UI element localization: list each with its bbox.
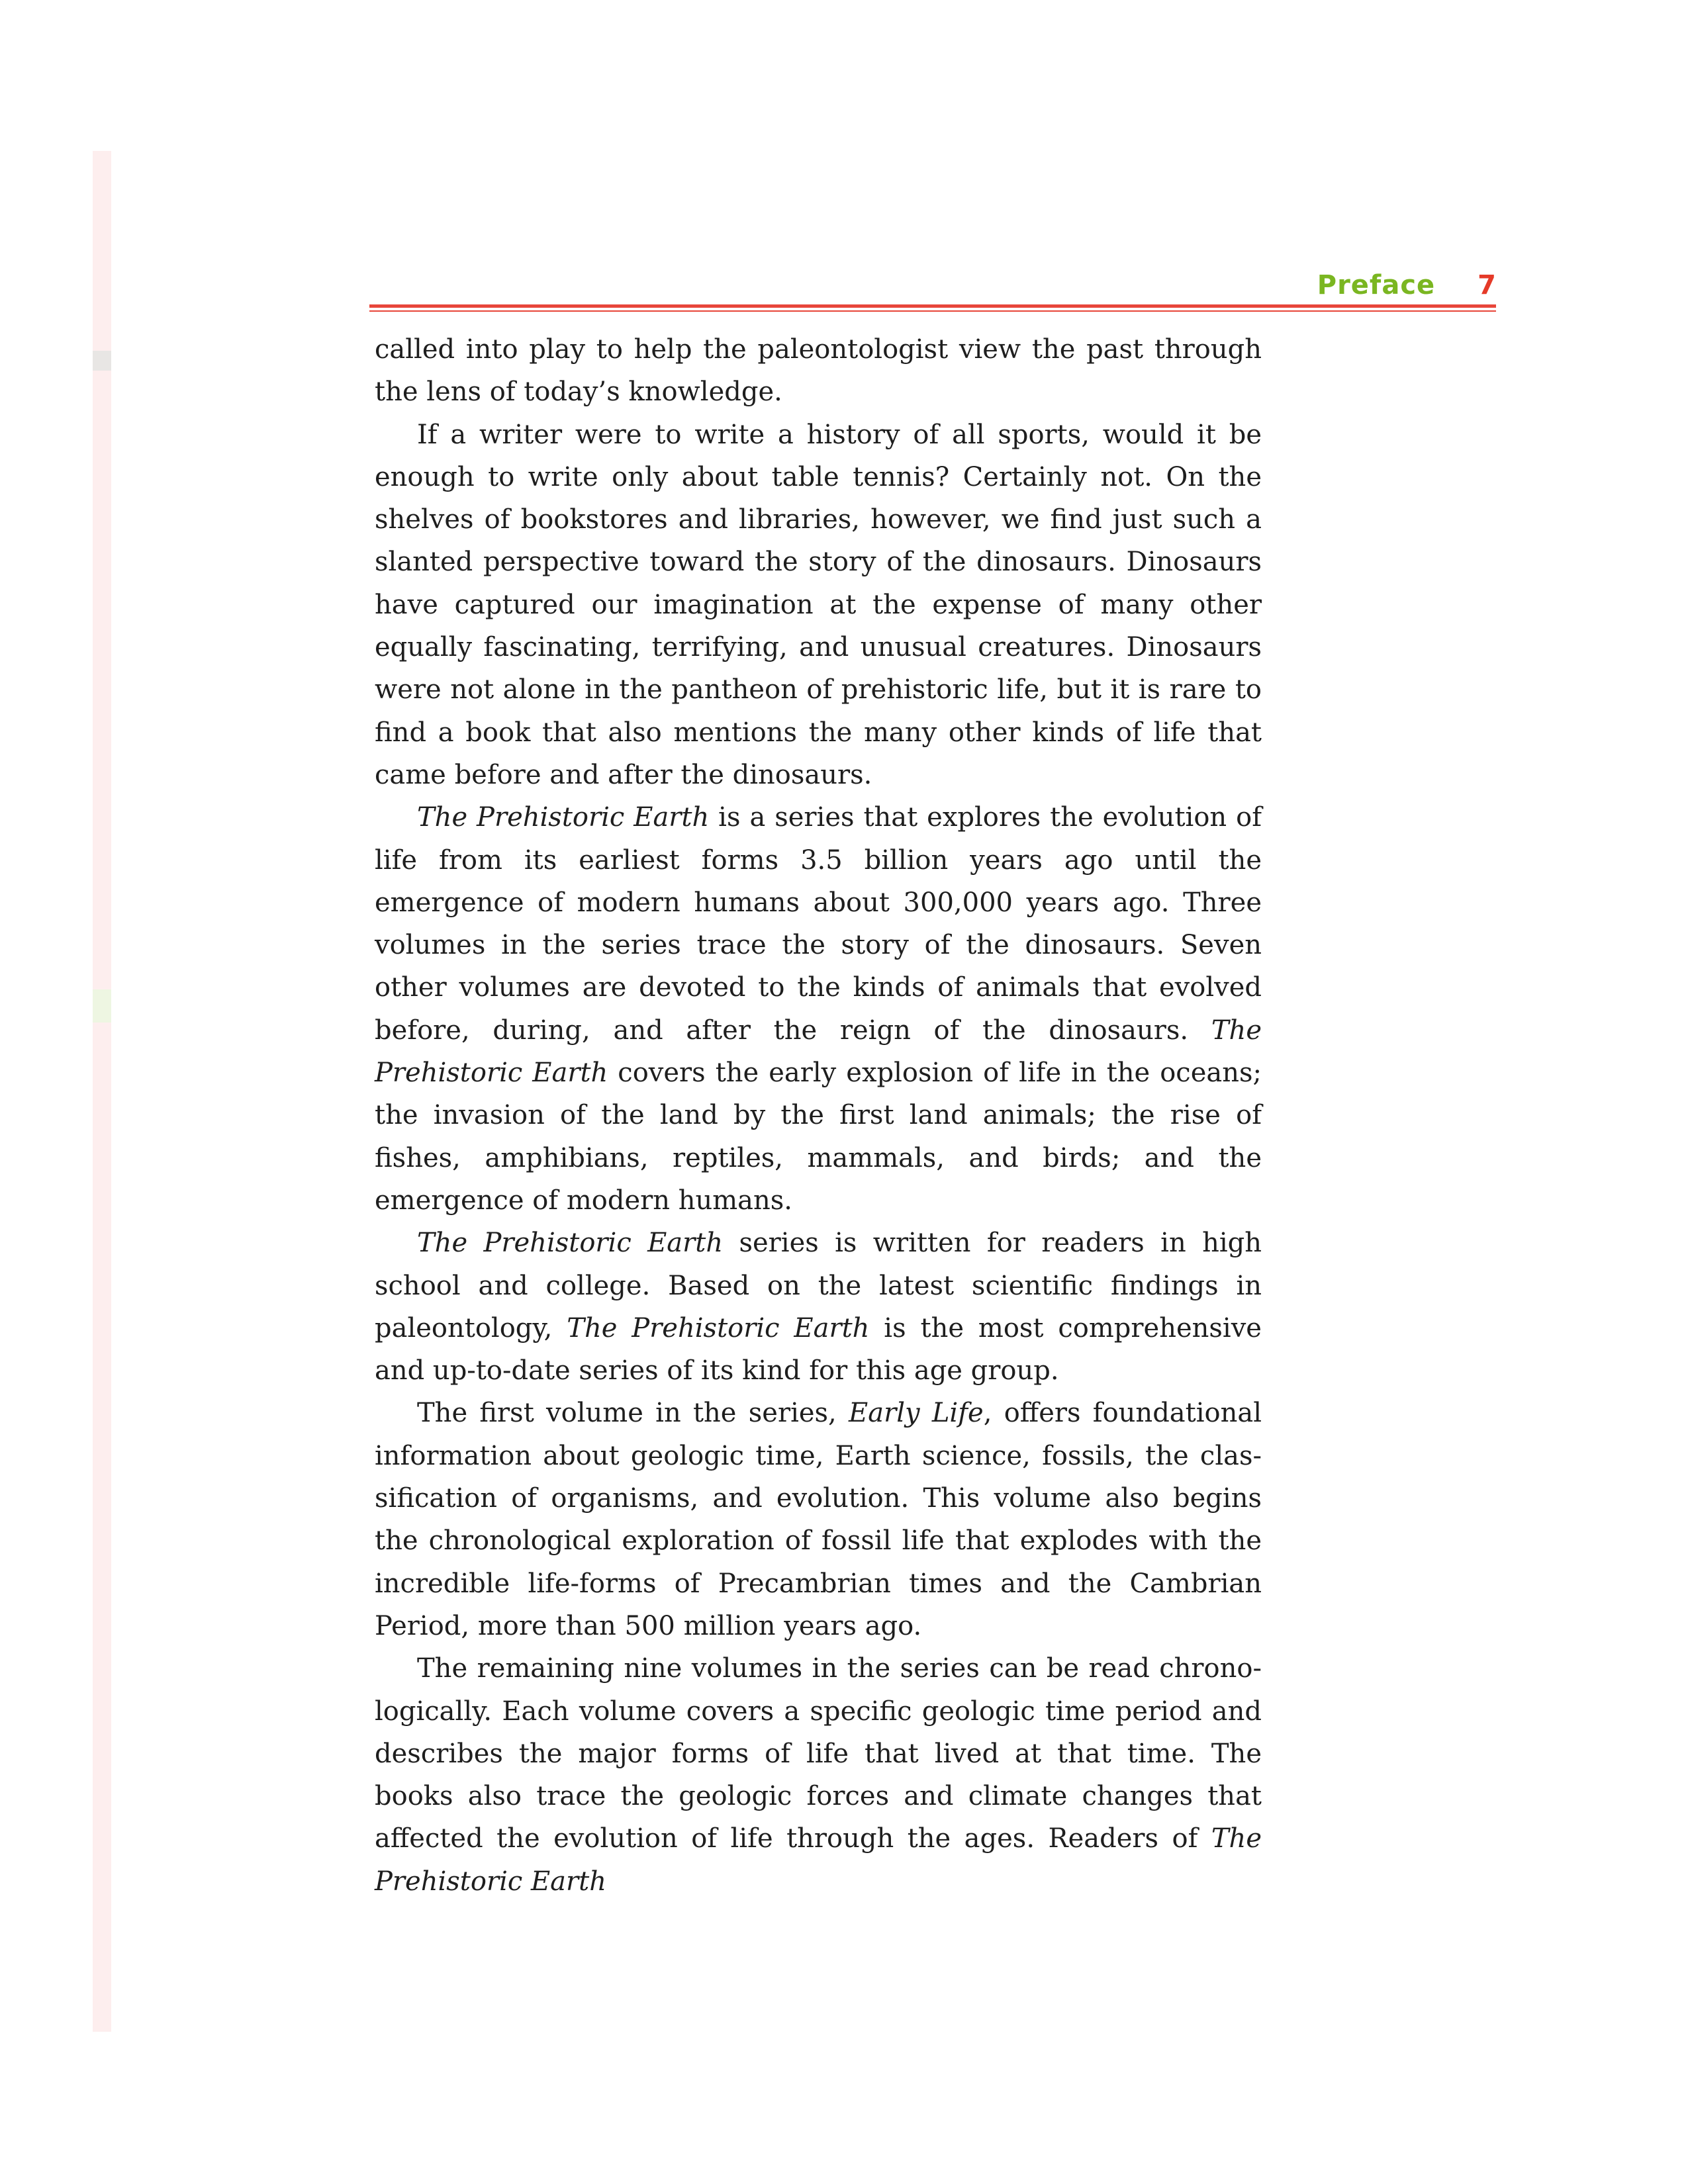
text-run: series is written for readers in high school and college. Based on the latest scientific findings in paleontology, — [375, 1228, 1262, 1343]
text-run: called into play to help the paleontologist view the past through the lens of today’s knowledge. — [375, 334, 1262, 408]
running-head — [1258, 270, 1496, 303]
paragraph — [375, 328, 1262, 414]
page-number: 7 — [1477, 270, 1496, 300]
series-title: The Prehistoric Earth — [567, 1312, 870, 1343]
paragraph — [375, 796, 1262, 1222]
paragraph — [375, 1222, 1262, 1392]
text-run: If a writer were to write a history of all sports, would it be enough to write only about table tennis? Certainly not. On the shelves of bookstores and libraries, however, we find just such a slanted perspective toward the story of the dinosaurs. Dinosaurs have captured our imagination at the expense of many other equally fascinating, terrifying, and unusual creatures. Dinosaurs were not alone in the pantheon of prehistoric life, but it is rare to find a book that also mentions the many other kinds of life that came before and after the dinosaurs. — [375, 419, 1262, 790]
series-title: The Prehistoric Earth — [375, 1015, 1262, 1089]
page-edge-strip — [93, 151, 111, 2032]
paragraph — [375, 1392, 1262, 1647]
series-title: The Prehistoric Earth — [417, 1228, 724, 1259]
page-edge-mark — [93, 351, 111, 371]
text-run: is the most comprehensive and up-to-date series of its kind for this age group. — [375, 1312, 1262, 1387]
text-run: covers the early explosion of life in the oceans; the invasion of the land by the first land animals; the rise of fishes, amphibians, reptiles, mammals, and birds; and the emergence of modern humans. — [375, 1058, 1262, 1216]
paragraph — [375, 414, 1262, 797]
text-run: The first volume in the series, — [417, 1398, 849, 1429]
volume-title: Early Life — [849, 1398, 984, 1429]
section-title: Preface — [1317, 270, 1436, 300]
text-run: The remaining nine volumes in the series can be read chronologically. Each volume covers a specific geologic time period and describes the major forms of life that lived at that time. The books also trace the geologic forces and climate changes that affected the evolution of life through the ages. Readers of — [375, 1653, 1262, 1854]
paragraph — [375, 1647, 1262, 1903]
text-run: , offers foundational information about geologic time, Earth science, fossils, the classification of organisms, and evolution. This volume also begins the chronological exploration of fossil life that explodes with the incredible life-forms of Precambrian times and the Cambrian Period, more than 500 million years ago. — [375, 1398, 1262, 1641]
header-rule — [369, 310, 1496, 312]
header-rule — [369, 304, 1496, 308]
series-title: The Prehistoric Earth — [417, 802, 710, 833]
body-text — [375, 328, 1262, 1903]
text-run: is a series that explores the evolution of life from its earliest forms 3.5 billion years ago until the emergence of modern humans about 300,000 years ago. Three volumes in the series trace the story of the dinosaurs. Seven other volumes are devoted to the kinds of animals that evolved before, during, and after the reign of the dinosaurs. — [375, 802, 1262, 1046]
page-edge-mark — [93, 989, 111, 1023]
series-title: The Prehistoric Earth — [375, 1823, 1262, 1897]
